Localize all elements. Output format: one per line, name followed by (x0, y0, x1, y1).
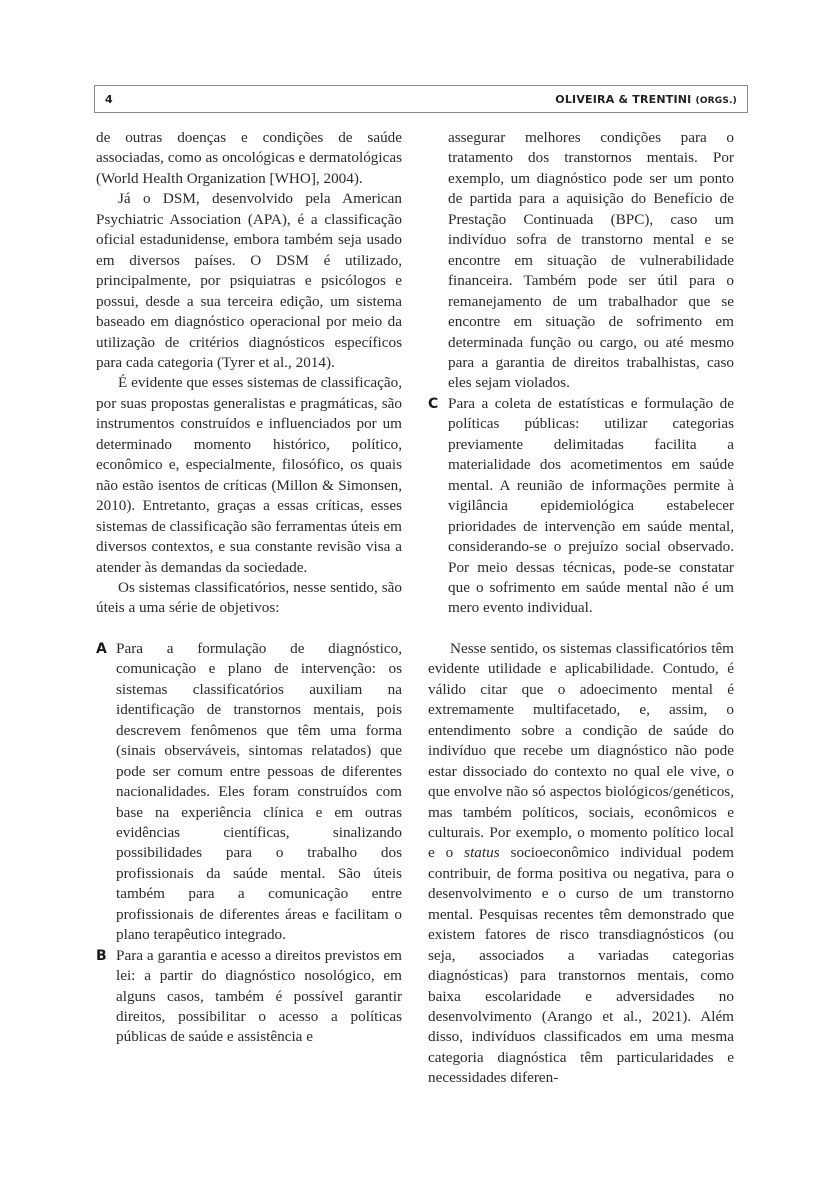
list-item-text: Para a garantia e acesso a direitos previstos em lei: a partir do diagnóstico nosológico, em alguns casos, também é possível garantir direitos, possibilitar o acesso a políticas públicas de saúde e assistência e (116, 946, 402, 1046)
list-item-a (96, 639, 402, 946)
text-run: Nesse sentido, os sistemas classificatórios têm evidente utilidade e aplicabilidade. Contudo, é válido citar que o adoecimento mental é extremamente multifacetado, e, assim, o entendimento sobre a condição de saúde do indivíduo que recebe um diagnóstico não pode estar dissociado do contexto no qual ele vive, o que envolve não só aspectos biológicos/genéticos, mas também políticos, sociais, econômicos e culturais. Por exemplo, o momento político local e o (428, 639, 734, 862)
authors-text: OLIVEIRA & TRENTINI (555, 92, 692, 106)
list-item-b (96, 946, 402, 1048)
text-run: socioeconômico individual podem contribuir, de forma positiva ou negativa, para o desenvolvimento e o curso de um transtorno mental. Pesquisas recentes têm demonstrado que existem fatores de risco transdiagnósticos (ou seja, associados a variadas categorias diagnósticas) para transtornos mentais, como baixa escolaridade e adversidades no desenvolvimento (Arango et al., 2021). Além disso, indivíduos classificados em uma mesma categoria diagnóstica têm particularidades e necessidades diferen- (428, 844, 734, 1087)
list-label: B (96, 947, 107, 964)
paragraph (428, 639, 734, 1089)
paragraph: Os sistemas classificatórios, nesse sentido, são úteis a uma série de objetivos: (96, 578, 402, 617)
running-head (94, 85, 748, 113)
italic-term: status (464, 844, 500, 862)
paragraph: É evidente que esses sistemas de classificação, por suas propostas generalistas e pragmáticas, são instrumentos construídos e influenciados por um determinado momento histórico, político, econômico e, especialmente, filosófico, os quais não estão isentos de críticas (Millon & Simonsen, 2010). Entretanto, graças a essas críticas, esses sistemas de classificação são ferramentas úteis em diversos contextos, e sua constante revisão visa a atender às demandas da sociedade. (96, 374, 402, 576)
paragraph: de outras doenças e condições de saúde associadas, como as oncológicas e dermatológicas (World Health Organization [WHO], 2004). (96, 129, 402, 187)
list-label: A (96, 640, 107, 657)
list-item-c (428, 394, 734, 619)
list-label: C (428, 395, 439, 412)
orgs-text: (ORGS.) (695, 95, 737, 106)
spacer (428, 619, 734, 639)
running-head-authors (555, 93, 737, 106)
list-item-text: Para a formulação de diagnóstico, comunicação e plano de intervenção: os sistemas classificatórios auxiliam na identificação de transtornos mentais, pois descrevem fenômenos que têm uma forma (sinais observáveis, sintomas relatados) que pode ser comum entre pessoas de diferentes nacionalidades. Eles foram construídos com base na experiência clínica e em outras evidências científicas, sinalizando possibilidades para o trabalho dos profissionais da saúde mental. São úteis também para a comunicação entre profissionais de diferentes áreas e facilitam o plano terapêutico integrado. (116, 639, 402, 944)
page-number: 4 (105, 92, 113, 106)
left-column (96, 128, 402, 1048)
right-column (428, 128, 734, 1089)
paragraph: Já o DSM, desenvolvido pela American Psychiatric Association (APA), é a classificação oficial estadunidense, embora também seja usado em diversos países. O DSM é utilizado, principalmente, por psiquiatras e psicólogos e possui, desde a sua terceira edição, um sistema baseado em diagnóstico operacional por meio da utilização de critérios diagnósticos específicos para cada categoria (Tyrer et al., 2014). (96, 190, 402, 371)
spacer (96, 619, 402, 639)
list-item-text: Para a coleta de estatísticas e formulação de políticas públicas: utilizar categorias previamente delimitadas facilita a materialidade dos acometimentos em saúde mental. A reunião de informações permite à vigilância epidemiológica estabelecer prioridades de intervenção em saúde mental, considerando-se o prejuízo social observado. Por meio dessas técnicas, pode-se constatar que o sofrimento em saúde mental não é um mero evento individual. (448, 394, 734, 617)
list-item-b-continuation: assegurar melhores condições para o tratamento dos transtornos mentais. Por exemplo, um diagnóstico pode ser um ponto de partida para a aquisição do Benefício de Prestação Continuada (BPC), caso um indivíduo sofra de transtorno mental e se encontre em situação de vulnerabilidade financeira. Também pode ser útil para o remanejamento de um trabalhador que se encontre em situação de sofrimento em determinada função ou cargo, ou até mesmo para a garantia de direitos trabalhistas, caso eles sejam violados. (448, 129, 734, 392)
